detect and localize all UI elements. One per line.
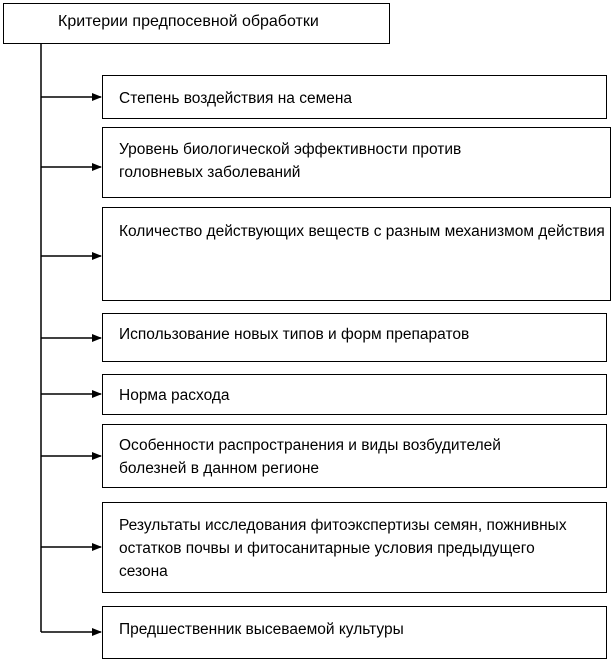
criterion-seed-impact: Степень воздействия на семена — [102, 75, 607, 119]
criterion-application-rate: Норма расхода — [102, 374, 607, 415]
root-criteria-box: Критерии предпосевной обработки — [3, 3, 390, 44]
criterion-predecessor-crop: Предшественник высеваемой культуры — [102, 606, 607, 659]
criterion-regional-pathogens: Особенности распространения и виды возбудителей болезней в данном регионе — [102, 424, 607, 488]
criterion-new-formulations: Использование новых типов и форм препаратов — [102, 313, 607, 362]
criterion-active-substances: Количество действующих веществ с разным механизмом действия — [102, 207, 611, 301]
criterion-phytoexpertise-results: Результаты исследования фитоэкспертизы семян, пожнивных остатков почвы и фитосанитарные условия предыдущего сезона — [102, 502, 607, 593]
criterion-biological-efficiency: Уровень биологической эффективности против головневых заболеваний — [102, 127, 611, 198]
